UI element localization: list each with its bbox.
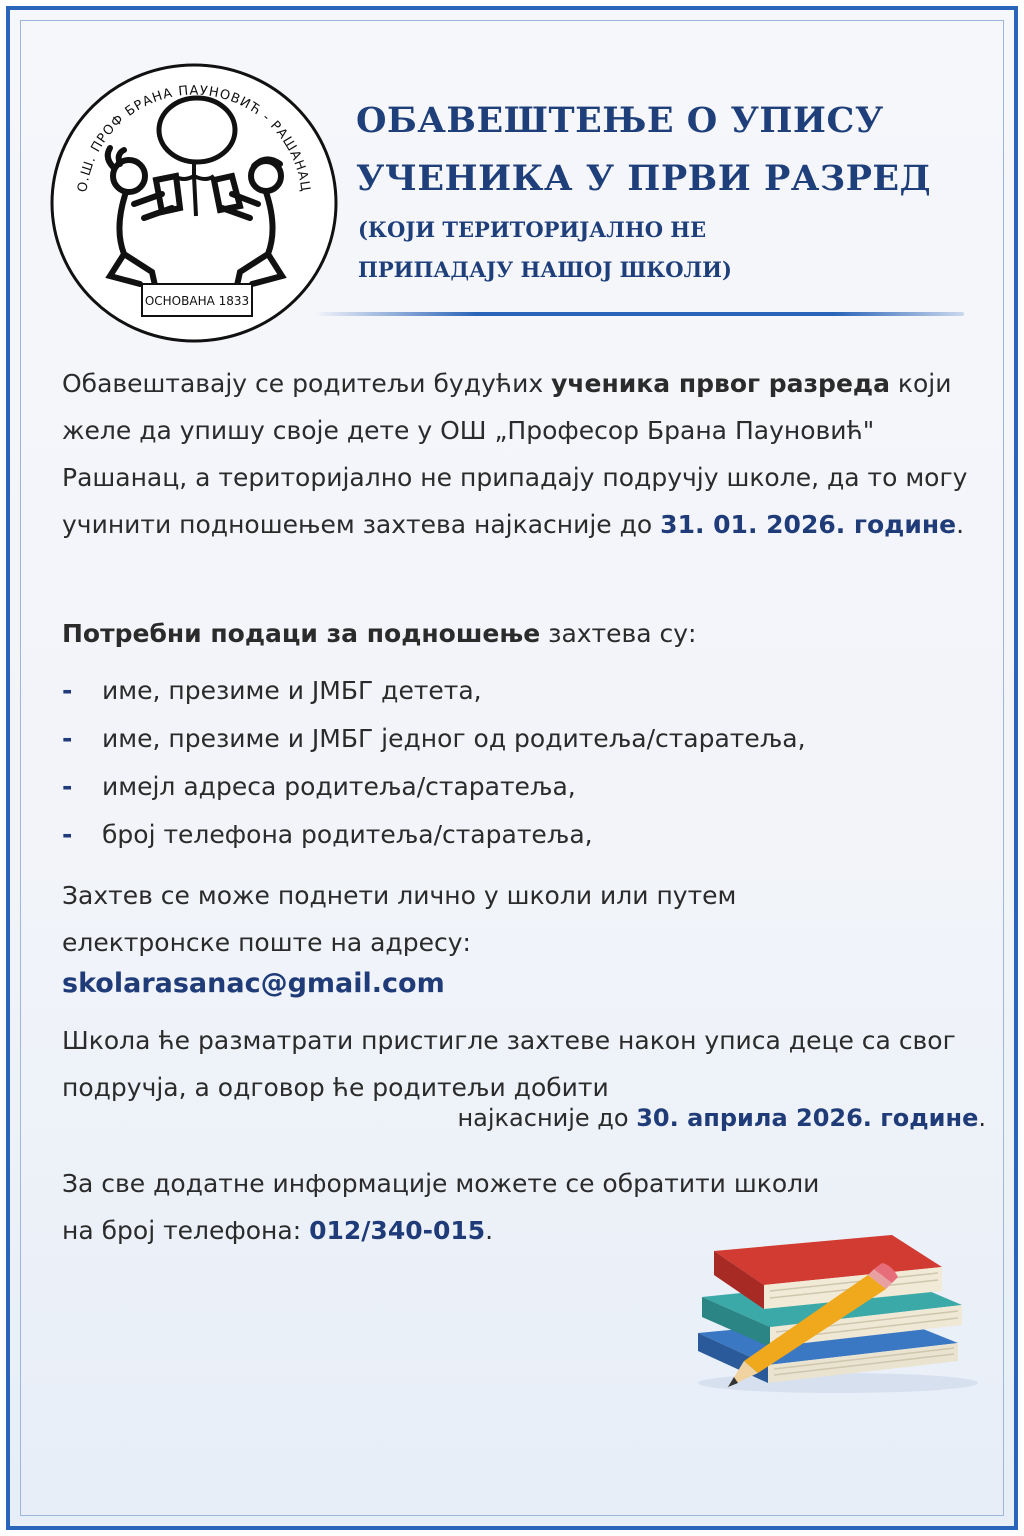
contact-text: За све додатне информације можете се обратити школи на број телефона: xyxy=(62,1169,820,1245)
title-divider xyxy=(314,312,964,316)
contact-end: . xyxy=(485,1216,494,1245)
requirements-heading-bold: Потребни подаци за подношење xyxy=(62,619,541,648)
subtitle-line-1: (КОЈИ ТЕРИТОРИЈАЛНО НЕ xyxy=(358,217,707,242)
requirements-heading-rest: захтева су: xyxy=(540,619,697,648)
school-phone-number: 012/340-015 xyxy=(309,1216,486,1245)
requirement-text: имејл адреса родитеља/старатеља, xyxy=(102,772,576,801)
dash-bullet-icon: - xyxy=(62,820,73,849)
title-line-2: УЧЕНИКА У ПРВИ РАЗРЕД xyxy=(356,158,932,199)
intro-text-1: Обавештавају се родитељи будућих xyxy=(62,369,552,398)
books-pencil-illustration xyxy=(678,1205,978,1395)
page-subtitle xyxy=(358,210,958,290)
intro-end: . xyxy=(956,510,965,539)
requirement-text: име, презиме и ЈМБГ једног од родитеља/старатеља, xyxy=(102,724,806,753)
list-item xyxy=(62,763,806,811)
requirements-heading xyxy=(62,610,982,657)
dash-bullet-icon: - xyxy=(62,676,73,705)
requirements-list xyxy=(62,667,806,859)
dash-bullet-icon: - xyxy=(62,724,73,753)
list-item xyxy=(62,811,806,859)
page-title xyxy=(356,92,976,208)
intro-text-2: који желе да упишу своје дете у ОШ „Професор Брана Пауновић" Рашанац, а територијално не припадају подручју школе, да то могу учинити подношењем захтева најкасније до xyxy=(62,369,968,539)
intro-bold-students: ученика првог разреда xyxy=(551,369,890,398)
intro-paragraph xyxy=(62,360,982,548)
review-deadline-date: 30. априла 2026. године xyxy=(636,1104,979,1132)
review-paragraph: Школа ће разматрати пристигле захтеве након уписа деце са свог подручја, а одговор ће родитељи добити xyxy=(62,1026,956,1102)
title-line-1: ОБАВЕШТЕЊЕ О УПИСУ xyxy=(356,100,884,141)
list-item xyxy=(62,715,806,763)
school-logo xyxy=(44,58,344,348)
review-deadline xyxy=(457,1095,986,1142)
school-email-link[interactable]: skolarasanac@gmail.com xyxy=(62,968,445,999)
submission-paragraph: Захтев се може поднети лично у школи или путем електронске поште на адресу: xyxy=(62,881,737,957)
review-deadline-prefix: најкасније до xyxy=(457,1104,637,1132)
logo-founded-text: ОСНОВАНА 1833 xyxy=(144,294,250,308)
review-end: . xyxy=(978,1104,986,1132)
intro-deadline-date: 31. 01. 2026. године xyxy=(660,510,957,539)
requirement-text: број телефона родитеља/старатеља, xyxy=(102,820,593,849)
logo-ring-text: О.Ш. ПРОФ БРАНА ПАУНОВИЋ - РАШАНАЦ xyxy=(75,83,313,194)
dash-bullet-icon: - xyxy=(62,772,73,801)
requirement-text: име, презиме и ЈМБГ детета, xyxy=(102,676,482,705)
list-item xyxy=(62,667,806,715)
subtitle-line-2: ПРИПАДАЈУ НАШОЈ ШКОЛИ) xyxy=(358,257,732,282)
